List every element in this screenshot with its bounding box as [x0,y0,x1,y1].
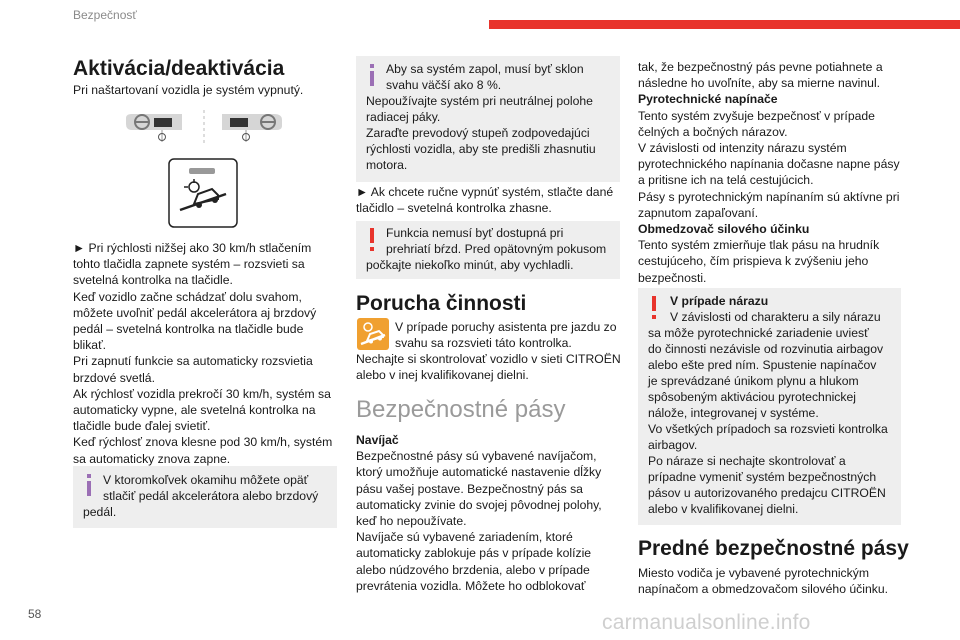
info-line: Aby sa systém zapol, musí byť sklon [386,62,584,76]
manual-off-paragraph: ► Ak chcete ručne vypnúť systém, stlačte dané tlačidlo – svetelná kontrolka zhasne. [356,185,614,216]
info-box-pedal [73,466,337,528]
info-line: rýchlosti vozidla, aby ste predišli zhasnutiu [366,142,596,156]
info-box-slope [356,56,620,182]
pretensioner-section: tak, že bezpečnostný pás pevne potiahnete a následne ho uvoľníte, aby sa mierne navinul. Pyrotechnické napínače Tento systém zvyšuje bezpečnosť v prípade čelných a bočných nárazov. V závislosti od intenzity nárazu systém pyrotechnického napínania dočasne napne pásy a pritisne ich na telá cestujúcich. Pásy s pyrotechnickým napínaním sú aktívne pri zapnutom zapaľovaní. Obmedzovač silového účinku Tento systém zmierňuje tlak pásu na hrudník cestujúceho, čím prispieva k zvýšeniu jeho bezpečnosti. [638,60,900,285]
warning-box-brakes [356,221,620,279]
warning-box-impact [638,288,901,525]
dashboard-button-illustration [122,110,287,146]
info-line: radiacej páky. [366,110,441,124]
warning-line: počkajte niekoľko minút, aby vychladli. [366,258,574,272]
warning-title: V prípade nárazu [670,294,769,308]
warning-line: do činnosti nezávisle od rozvinutia airbagov [648,342,884,356]
heading-fault: Porucha činnosti [356,292,527,315]
winder-section: Navíjač Bezpečnostné pásy sú vybavené navíjačom, ktorý umožňuje automatické nastavenie dĺžky pásu vašej postave. Bezpečnostný pás sa automaticky zvinie do svojej pôvodnej polohy, keď ho nepoužívate. Navíjače sú vybavené zariadením, ktoré automaticky zablokuje pás v prípade kolízie alebo núdzového brzdenia, alebo v prípade prevrátenia vozidla. Môžete ho odblokovať [356,433,602,593]
header-title: Bezpečnosť [73,8,137,22]
warning-icon [649,296,659,320]
warning-line: je sprevádzané únikom plynu a hlukom [648,374,859,388]
info-line: stlačiť pedál akcelerátora alebo brzdový [103,489,319,503]
warning-line: Vo všetkých prípadoch sa rozsvieti kontrolka [648,422,888,436]
warning-line: Funkcia nemusí byť dostupná pri [386,226,564,240]
warning-line: alebo v kvalifikovanej dielni. [648,502,799,516]
info-line: svahu väčší ako 8 %. [386,78,502,92]
info-line: Zaraďte prevodový stupeň zodpovedajúci [366,126,590,140]
warning-line: V závislosti od charakteru a sily nárazu [670,310,881,324]
info-icon [367,64,377,86]
fault-paragraph-bottom: Nechajte si skontrolovať vozidlo v sieti CITROËN alebo v inej kvalifikovanej dielni. [356,352,621,383]
warning-line: Po náraze si nechajte skontrolovať a [648,454,846,468]
warning-line: prehriatí bŕzd. Pred opätovným pokusom [386,242,607,256]
watermark: carmanualsonline.info [602,611,811,634]
warning-line: spôsobeným aktiváciou pyrotechnickej [648,390,856,404]
info-icon [84,474,94,496]
fault-paragraph-top: V prípade poruchy asistenta pre jazdu zo svahu sa rozsvieti táto kontrolka. [395,320,617,351]
page-number: 58 [28,607,42,621]
warning-line: sa môže pyrotechnické zariadenie uviesť [648,326,869,340]
heading-seat-belts: Bezpečnostné pásy [356,396,566,423]
warning-line: nálože, integrovanej v systéme. [648,406,819,420]
info-line: pedál. [83,505,117,519]
warning-icon [367,228,377,252]
warning-line: prípadne vymeniť systém bezpečnostných [648,470,877,484]
warning-line: alebo ešte pred ním. Spustenie napínačov [648,358,877,372]
heading-activation: Aktivácia/deaktivácia [73,57,285,80]
heading-front-belts: Predné bezpečnostné pásy [638,537,909,560]
front-belts-paragraph: Miesto vodiča je vybavené pyrotechnickým napínačom a obmedzovačom silového účinku. [638,566,888,597]
intro-text: Pri naštartovaní vozidla je systém vypnutý. [73,83,304,97]
info-line: Nepoužívajte systém pri neutrálnej polohe [366,94,593,108]
info-line: motora. [366,158,408,172]
hill-descent-warning-light-icon [357,318,389,350]
info-line: V ktoromkoľvek okamihu môžete opäť [103,473,309,487]
header-accent-bar [489,20,960,29]
warning-line: pásov u autorizovaného predajcu CITROËN [648,486,886,500]
activation-paragraph: ► Pri rýchlosti nižšej ako 30 km/h stlačením tohto tlačidla zapnete systém – rozsvieti sa svetelná kontrolka na tlačidle. Keď vozidlo začne schádzať dolu svahom, môžete uvoľniť pedál akcelerátora aj brzdový pedál – svetelná kontrolka na tlačidle bude blikať. Pri zapnutí funkcie sa automaticky rozsvietia brzdové svetlá. Ak rýchlosť vozidla prekročí 30 km/h, systém sa automaticky vypne, ale svetelná kontrolka na tlačidle bude ďalej svietiť. Keď rýchlosť znova klesne pod 30 km/h, systém sa automaticky znova zapne. [73,241,333,466]
hill-descent-button-icon [168,158,238,228]
warning-line: airbagov. [648,438,698,452]
